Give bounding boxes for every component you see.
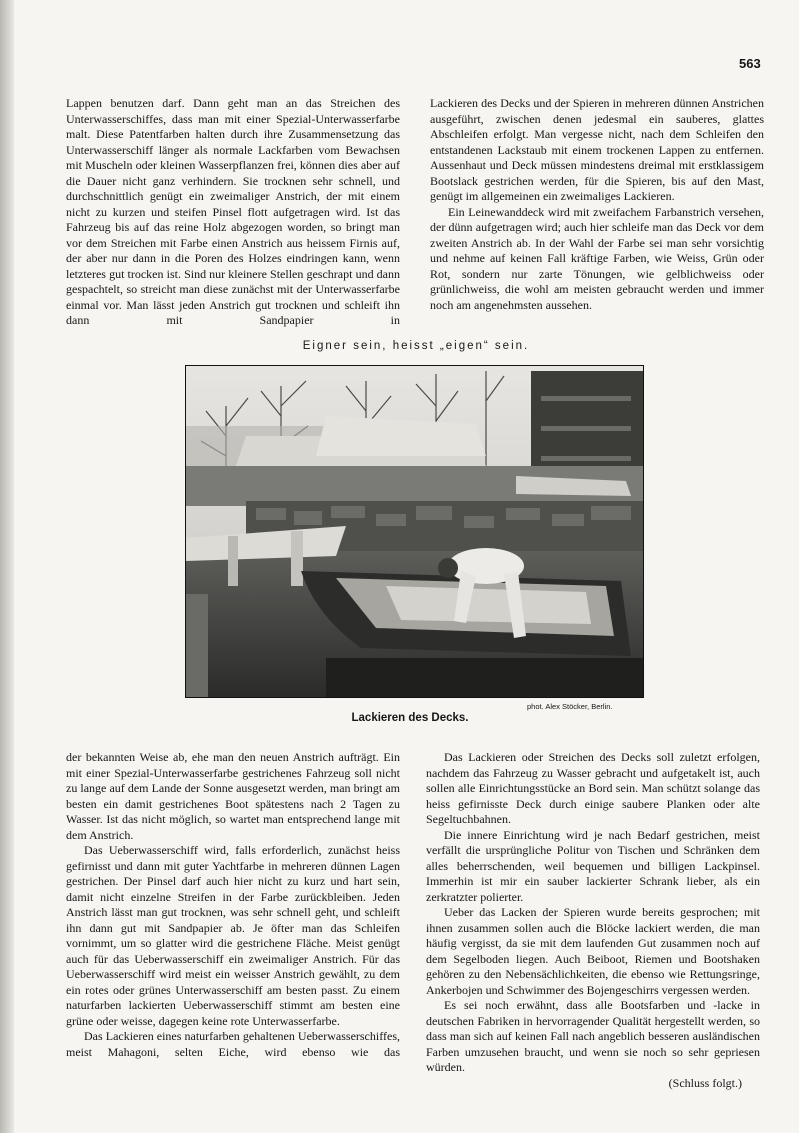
paragraph: Ueber das Lacken der Spieren wurde bereits gesprochen; mit ihnen zusammen sollen auch die Blöcke lackiert werden, die man häufig vergisst, da sie mit dem laufenden Gut zusammen noch auf dem Segelboden liegen. Auch Beiboot, Riemen und Bootshaken gehören zu den Nebensächlichkeiten, die ebenso wie Rettungsringe, Ankerbojen und Schwimmer des Bojengeschirrs vergessen werden. bbox=[426, 905, 760, 997]
paragraph: Es sei noch erwähnt, dass alle Bootsfarben und -lacke in deutschen Fabriken in hervorragender Qualität hergestellt werden, so dass man sich auf keinen Fall nach angeblich besseren ausländischen Farben umzusehen braucht, und wenn sie noch so sehr gepriesen würden. bbox=[426, 998, 760, 1074]
text-column-top-left bbox=[66, 96, 400, 329]
text-column-bottom-left bbox=[66, 750, 400, 1060]
paragraph: der bekannten Weise ab, ehe man den neuen Anstrich aufträgt. Ein mit einer Spezial-Unterwasserfarbe gestrichenes Fahrzeug soll nicht zu lange auf dem Lande der Sonne ausgesetzt werden, man bringt am besten ein damit gestrichenes Boot spätestens nach 2 Tagen zu Wasser. Ist das nicht möglich, so wartet man entsprechend lange mit dem Anstrich. bbox=[66, 750, 400, 842]
continuation-note: (Schluss folgt.) bbox=[668, 1075, 742, 1090]
photo-credit: phot. Alex Stöcker, Berlin. bbox=[527, 702, 613, 711]
paragraph: Ein Leinewanddeck wird mit zweifachem Farbanstrich versehen, der dünn aufgetragen wird; auch hier schleife man das Deck vor dem zweiten Anstrich ab. In der Wahl der Farbe sei man sehr vorsichtig und nehme auf keinen Fall kräftige Farben, wie Weiss, Grün oder Rot, sondern nur zarte Tönungen, wie gelblichweiss oder grünlichweiss, die wohl am meisten gebraucht werden und immer noch am angenehmsten aussehen. bbox=[430, 204, 764, 312]
paragraph: Lappen benutzen darf. Dann geht man an das Streichen des Unterwasserschiffes, dass man mit einer Spezial-Unterwasserfarbe malt. Diese Patentfarben halten durch ihre Zusammensetzung das Unterwasserschiff länger als normale Lackfarben vom Bewachsen mit Muscheln oder kleinen Wasserpflanzen frei, können dies aber auf die Dauer nicht ganz verhindern. Sie trocknen sehr schnell, und durchschnittlich genügt ein zweimaliger Anstrich, der mit einem nicht zu kurzen und steifen Pinsel flott aufgetragen wird. Ist das Fahrzeug bis auf das reine Holz abgezogen worden, so bringt man vor dem Streichen mit Farbe einen Anstrich aus heissem Firnis auf, der aber nur dann in die Poren des Holzes eindringen kann, wenn letzteres gut trocken ist. Sind nur kleinere Stellen geschrapt und dann gespachtelt, so streicht man diese zunächst mit der Unterwasserfarbe einmal vor. Man lässt jeden Anstrich gut trocknen und schleift ihn dann mit Sandpapier in bbox=[66, 96, 400, 327]
boat-varnishing-photo bbox=[185, 365, 644, 698]
figure-heading: Eigner sein, heisst „eigen“ sein. bbox=[302, 340, 530, 352]
paragraph: Das Ueberwasserschiff wird, falls erforderlich, zunächst heiss gefirnisst und dann mit guter Yachtfarbe in mehreren dünnen Lagen gestrichen. Der Pinsel darf auch hier nicht zu kurz und hart sein, damit nicht einzelne Streifen in der Farbe zurückbleiben. Jeden Anstrich lässt man gut trocknen, was sehr schnell geht, und schleift ihn dann gut mit Sandpapier ab. Je öfter man das Schleifen vornimmt, um so glatter wird die gestrichene Fläche. Meist genügt auch für das Ueberwasserschiff ein zweimaliger Anstrich. Für das Ueberwasserschiff wird meist ein weisser Anstrich gewählt, zu dem ein rotes oder grünes Unterwasserschiff am besten passt. Zu einem naturfarben lackierten Ueberwasserschiff stimmt am besten eine grüne oder weisse, dagegen keine rote Unterwasserfarbe. bbox=[66, 843, 400, 1028]
text-column-bottom-right bbox=[426, 750, 760, 1091]
paragraph: Das Lackieren eines naturfarben gehaltenen Ueberwasserschiffes, meist Mahagoni, selten Eiche, wird ebenso wie das bbox=[66, 1029, 400, 1059]
paragraph: Die innere Einrichtung wird je nach Bedarf gestrichen, meist verfällt die ursprüngliche Politur von Tischen und Schränken dem alles beherrschenden, weil bequemen und billigen Lackpinsel. Immerhin ist mir ein sauber lackierter Schrank lieber, als ein zerkratzter polierter. bbox=[426, 827, 760, 904]
page-binding-shadow bbox=[0, 0, 14, 1133]
text-column-top-right bbox=[430, 96, 764, 313]
figure-caption: Lackieren des Decks. bbox=[351, 712, 469, 724]
paragraph: Lackieren des Decks und der Spieren in mehreren dünnen Anstrichen ausgeführt, zwischen denen jedesmal ein sauberes, glattes Abschleifen erfolgt. Man vergesse nicht, nach dem Schleifen den entstandenen Lackstaub mit einem trockenen Lappen zu entfernen. Aussenhaut und Deck müssen mindestens dreimal mit erstklassigem Bootslack gestrichen werden, für die Spieren, bis auf den Mast, genügt im allgemeinen ein zweimaliges Lackieren. bbox=[430, 96, 764, 203]
paragraph: Das Lackieren oder Streichen des Decks soll zuletzt erfolgen, nachdem das Fahrzeug zu Wasser gebracht und aufgetakelt ist, auch sollen alle Einrichtungsstücke an Bord sein. Man schützt solange das heiss gefirnisste Deck durch einige saubere Planken oder alte Segeltuchbahnen. bbox=[426, 750, 760, 826]
page-number: 563 bbox=[739, 56, 761, 71]
